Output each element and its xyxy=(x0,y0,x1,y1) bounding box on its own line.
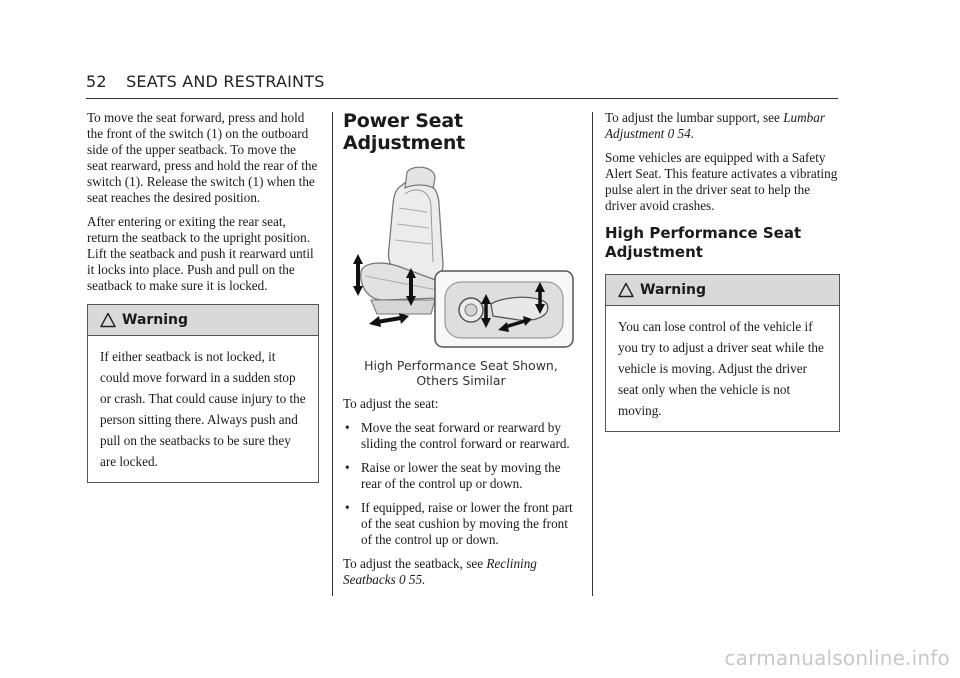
warning-title: Warning xyxy=(122,312,189,328)
column-2 xyxy=(343,110,579,596)
list-item-text: Move the seat forward or rearward by sliding the control forward or rearward. xyxy=(361,420,570,451)
paragraph: After entering or exiting the rear seat, return the seatback to the upright position. Lift the seatback and push it rearward until it locks into place. Push and pull on the seatback to make sure it is locked. xyxy=(87,214,314,293)
watermark: carmanualsonline.info xyxy=(724,646,950,670)
lumbar-adjustment-link[interactable]: Lumbar Adjustment xyxy=(605,110,825,141)
recline-prefix: To adjust the seatback, see xyxy=(343,556,487,571)
warning-text: You can lose control of the vehicle if you try to adjust a driver seat while the vehicle is moving. Adjust the driver seat only when the vehicle is not moving. xyxy=(618,319,824,418)
column-divider-1 xyxy=(332,112,333,596)
paragraph: To adjust the seat: xyxy=(343,396,439,411)
warning-title: Warning xyxy=(640,282,707,298)
paragraph: To move the seat forward, press and hold the front of the switch (1) on the outboard side of the upper seatback. To move the seat rearward, press and hold the rear of the switch (1). Release the switch (1) when the seat reaches the desired position. xyxy=(87,110,318,205)
subsection-heading: High Performance Seat Adjustment xyxy=(605,224,802,261)
column-3 xyxy=(605,110,840,432)
list-item-text: Raise or lower the seat by moving the rear of the control up or down. xyxy=(361,460,561,491)
bullet-list xyxy=(343,420,579,548)
paragraph xyxy=(605,110,840,142)
list-item xyxy=(343,500,579,548)
bullet-glyph: • xyxy=(345,460,350,475)
warning-triangle-icon xyxy=(100,312,116,328)
paragraph xyxy=(343,556,579,588)
list-item xyxy=(343,420,579,452)
warning-text: If either seatback is not locked, it could move forward in a sudden stop or crash. That could cause injury to the person sitting there. Always push and pull on the seatbacks to be sure they are locked. xyxy=(100,349,306,469)
warning-header xyxy=(606,275,839,306)
header-rule xyxy=(86,98,838,99)
column-1 xyxy=(87,110,319,483)
warning-triangle-icon xyxy=(618,282,634,298)
caption-line: Others Similar xyxy=(416,373,506,388)
page-header xyxy=(86,72,325,91)
section-title: SEATS AND RESTRAINTS xyxy=(126,72,325,91)
page-number: 52 xyxy=(86,72,107,91)
bullet-glyph: • xyxy=(345,500,350,515)
seat-illustration xyxy=(343,164,579,354)
list-item xyxy=(343,460,579,492)
lumbar-prefix: To adjust the lumbar support, see xyxy=(605,110,784,125)
bullet-glyph: • xyxy=(345,420,350,435)
warning-box xyxy=(87,304,319,483)
column-divider-2 xyxy=(592,112,593,596)
page-reference: 0 55. xyxy=(395,572,426,587)
page-reference: 0 54. xyxy=(664,126,695,141)
reclining-seatbacks-link[interactable]: Reclining Seatbacks xyxy=(343,556,537,587)
figure-caption xyxy=(343,358,579,388)
paragraph: Some vehicles are equipped with a Safety Alert Seat. This feature activates a vibrating pulse alert in the driver seat to help the driver avoid crashes. xyxy=(605,150,838,213)
warning-header xyxy=(88,305,318,336)
list-item-text: If equipped, raise or lower the front part of the seat cushion by moving the front of the control up or down. xyxy=(361,500,573,547)
warning-box xyxy=(605,274,840,432)
caption-line: High Performance Seat Shown, xyxy=(364,358,558,373)
section-heading: Power Seat Adjustment xyxy=(343,110,466,154)
